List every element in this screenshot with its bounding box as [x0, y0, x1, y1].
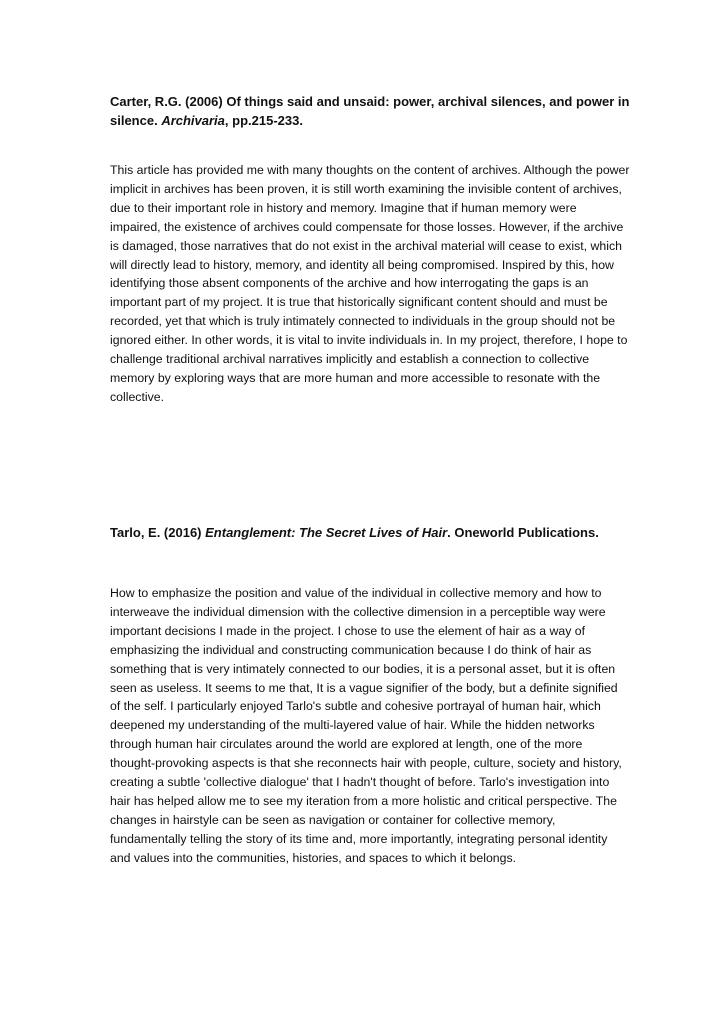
citation-carter: [110, 92, 630, 130]
citation-publisher: . Oneworld Publications.: [447, 525, 599, 540]
citation-title: Of things said and unsaid: power, archival silences, and power in silence.: [110, 94, 630, 128]
citation-pages: , pp.215-233.: [224, 113, 303, 128]
annotation-tarlo: How to emphasize the position and value of the individual in collective memory and how to interweave the individual dimension with the collective dimension in a perceptible way were important decisions I made in the project. I chose to use the element of hair as a way of emphasizing the individual and constructing communication because I do think of hair as something that is very intimately connected to our bodies, it is a personal asset, but it is often seen as useless. It seems to me that, It is a vague signifier of the body, but a definite signified of the self. I particularly enjoyed Tarlo's subtle and cohesive portrayal of human hair, which deepened my understanding of the multi-layered value of hair. While the hidden networks through human hair circulates around the world are explored at length, one of the more thought-provoking aspects is that she reconnects hair with people, culture, society and history, creating a subtle 'collective dialogue' that I hadn't thought of before. Tarlo's investigation into hair has helped allow me to see my iteration from a more holistic and critical perspective. The changes in hairstyle can be seen as navigation or container for collective memory, fundamentally telling the story of its time and, more importantly, integrating personal identity and values into the communities, histories, and spaces to which it belongs.: [110, 586, 622, 865]
bibliography-entry-carter: [110, 92, 630, 407]
annotation-carter: This article has provided me with many thoughts on the content of archives. Although the power implicit in archives has been proven, it is still worth examining the invisible content of archives, due to their important role in history and memory. Imagine that if human memory were impaired, the existence of archives could compensate for those losses. However, if the archive is damaged, those narratives that do not exist in the archival material will cease to exist, which will directly lead to history, memory, and identity all being compromised. Inspired by this, how identifying those absent components of the archive and how interrogating the gaps is an important part of my project. It is true that historically significant content should and must be recorded, yet that which is truly intimately connected to individuals in the group should not be ignored either. In other words, it is vital to invite individuals in. In my project, therefore, I hope to challenge traditional archival narratives implicitly and establish a connection to collective memory by exploring ways that are more human and more accessible to resonate with the collective.: [110, 163, 630, 404]
citation-book-title: Entanglement: The Secret Lives of Hair: [205, 525, 448, 540]
bibliography-entry-tarlo: [110, 523, 630, 868]
citation-authors-year: Tarlo, E. (2016): [110, 525, 206, 540]
citation-journal: Archivaria: [161, 113, 225, 128]
citation-tarlo: [110, 523, 630, 542]
citation-authors-year: Carter, R.G. (2006): [110, 94, 227, 109]
